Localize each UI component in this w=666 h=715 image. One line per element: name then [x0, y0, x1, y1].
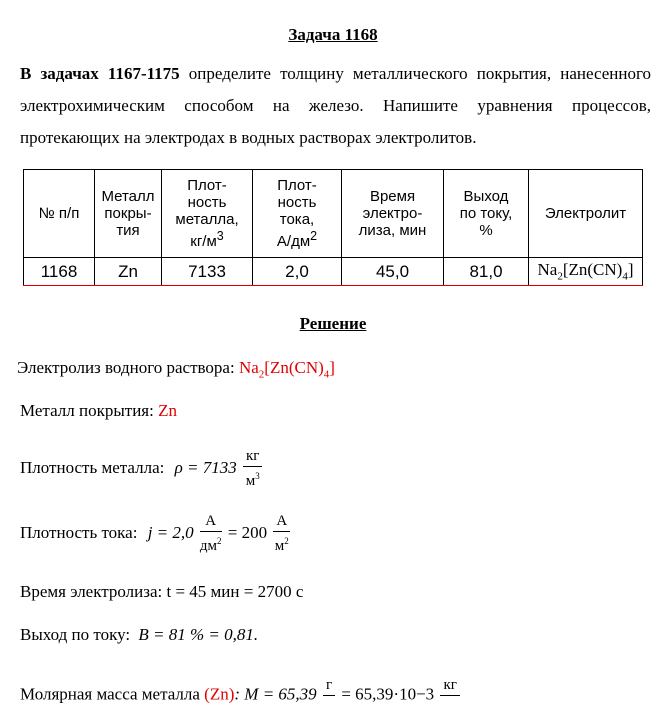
current-line	[20, 512, 292, 556]
metal-line	[20, 401, 177, 421]
cell-electrolyte: $Na_2[Zn(CN)_4]$	[529, 258, 643, 286]
molar-label: Молярная масса металла	[20, 684, 205, 704]
density-unit-num: кг	[243, 447, 262, 467]
density-line	[20, 447, 264, 491]
task-text: определите толщину металлического покрытия, нанесенного электрохимическим способом на железо. Напишите уравнения процессов, протекающих на электродах в водных растворах электролитов.	[20, 64, 651, 147]
yield-equation: B = 81 % = 0,81.	[138, 625, 259, 644]
yield-line	[20, 625, 258, 645]
molar-line	[20, 676, 462, 715]
cell-metal: Zn	[95, 258, 162, 286]
current-equation-2: = 200	[227, 522, 268, 542]
density-label: Плотность металла:	[20, 457, 165, 477]
current-equation-1: j = 2,0	[147, 522, 194, 542]
task-data-table	[23, 169, 643, 286]
molar-metal: (Zn)	[204, 684, 235, 704]
molar-unit-1-num: г	[323, 676, 335, 696]
table-row	[24, 258, 643, 286]
header-yield: Выход по току, %	[444, 170, 529, 258]
molar-unit-2	[440, 676, 459, 715]
header-density: Плот- ность металла, $кг/м^3$	[162, 170, 253, 258]
current-unit-1-den: $дм^2$	[199, 536, 222, 554]
molar-equation-1: : M = 65,39	[234, 684, 317, 704]
task-range: В задачах 1167-1175	[20, 64, 180, 83]
task-statement	[20, 58, 651, 154]
current-unit-1	[200, 512, 222, 556]
current-unit-2	[273, 512, 290, 556]
electrolysis-line	[17, 358, 335, 380]
header-time: Время электро- лиза, мин	[342, 170, 444, 258]
density-unit	[243, 447, 262, 491]
cell-current: 2,0	[253, 258, 342, 286]
header-current: Плот- ность тока, $А/дм^2$	[253, 170, 342, 258]
metal-label: Металл покрытия:	[20, 401, 159, 420]
current-unit-1-num: А	[200, 512, 222, 532]
molar-unit-1	[323, 676, 335, 715]
electrolysis-label: Электролиз водного раствора:	[17, 358, 239, 377]
header-num: № п/п	[24, 170, 95, 258]
cell-num: 1168	[24, 258, 95, 286]
time-line: Время электролиза: t = 45 мин = 2700 с	[20, 582, 304, 601]
cell-time: 45,0	[342, 258, 444, 286]
task-title: Задача 1168	[288, 25, 378, 44]
yield-label: Выход по току:	[20, 625, 131, 644]
molar-unit-2-num: кг	[440, 676, 459, 696]
density-unit-den: $м^3$	[245, 471, 260, 489]
current-unit-2-den: $м^2$	[274, 536, 289, 554]
density-equation: ρ = 7133	[174, 457, 237, 477]
current-unit-2-num: А	[273, 512, 290, 532]
molar-equation-2: = 65,39·10−3	[341, 684, 435, 704]
cell-density: 7133	[162, 258, 253, 286]
solution-title: Решение	[299, 314, 367, 333]
current-label: Плотность тока:	[20, 522, 138, 542]
metal-value: Zn	[158, 401, 177, 420]
cell-yield: 81,0	[444, 258, 529, 286]
electrolyte-formula: $Na_2[Zn(CN)_4]$	[238, 358, 335, 381]
header-metal: Металл покры- тия	[95, 170, 162, 258]
header-electrolyte: Электролит	[529, 170, 643, 258]
